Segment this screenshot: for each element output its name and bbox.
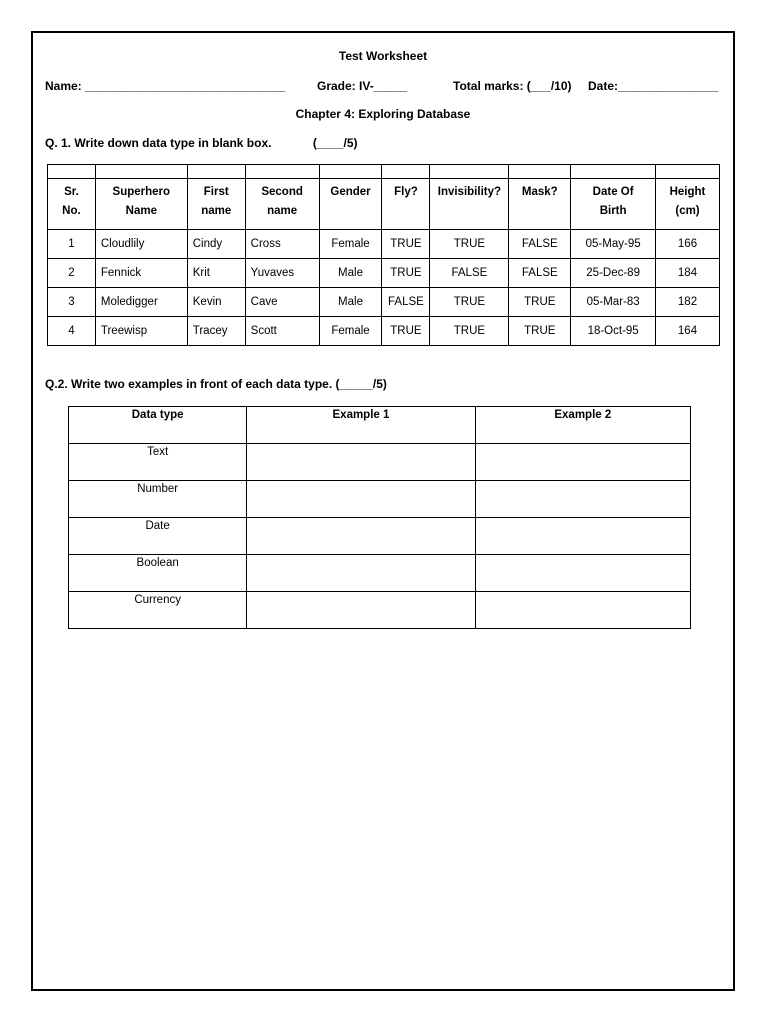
table-cell: Fennick (95, 259, 187, 288)
table-row (69, 592, 691, 629)
datatype-examples-table (68, 406, 691, 629)
datatype-label: Date (69, 518, 247, 555)
datatype-label: Text (69, 444, 247, 481)
example-answer-box[interactable] (247, 555, 475, 592)
datatype-label: Currency (69, 592, 247, 629)
name-field: Name: ______________________________ (45, 79, 286, 93)
column-header: Date Of Birth (571, 179, 656, 230)
question-1 (45, 136, 358, 150)
table-cell: TRUE (382, 230, 430, 259)
example-answer-box[interactable] (247, 444, 475, 481)
table-cell: TRUE (382, 317, 430, 346)
table-row (69, 481, 691, 518)
datatype-label: Boolean (69, 555, 247, 592)
worksheet-page (31, 31, 735, 991)
table-header-row (69, 407, 691, 444)
table-cell: Cindy (187, 230, 245, 259)
table-cell: 18-Oct-95 (571, 317, 656, 346)
table-row (69, 518, 691, 555)
blank-datatype-row (48, 165, 720, 179)
table-cell: Treewisp (95, 317, 187, 346)
table-cell: Male (319, 259, 382, 288)
table-cell: Cross (245, 230, 319, 259)
chapter-heading: Chapter 4: Exploring Database (295, 107, 471, 121)
example-answer-box[interactable] (247, 481, 475, 518)
blank-box[interactable] (319, 165, 382, 179)
worksheet-title: Test Worksheet (338, 49, 428, 63)
column-header: Example 1 (247, 407, 475, 444)
column-header: Mask? (509, 179, 571, 230)
column-header: Example 2 (475, 407, 690, 444)
table-cell: TRUE (430, 317, 509, 346)
table-cell: FALSE (509, 259, 571, 288)
question-1-marks: (____/5) (312, 136, 358, 150)
example-answer-box[interactable] (475, 592, 690, 629)
table-row (48, 259, 720, 288)
table-cell: TRUE (509, 317, 571, 346)
blank-box[interactable] (656, 165, 720, 179)
table-row (48, 317, 720, 346)
blank-box[interactable] (382, 165, 430, 179)
table-row (48, 230, 720, 259)
date-field: Date:_______________ (588, 79, 719, 93)
table-cell: TRUE (382, 259, 430, 288)
superhero-table (47, 164, 720, 346)
table-cell: Cloudlily (95, 230, 187, 259)
table-cell: 1 (48, 230, 96, 259)
table-cell: Moledigger (95, 288, 187, 317)
blank-box[interactable] (430, 165, 509, 179)
table-header-row (48, 179, 720, 230)
table-cell: Scott (245, 317, 319, 346)
table-cell: 05-Mar-83 (571, 288, 656, 317)
table-cell: TRUE (430, 288, 509, 317)
table-cell: TRUE (430, 230, 509, 259)
table-cell: 182 (656, 288, 720, 317)
table-cell: 3 (48, 288, 96, 317)
table-row (69, 444, 691, 481)
table-cell: 164 (656, 317, 720, 346)
table-cell: Krit (187, 259, 245, 288)
blank-box[interactable] (509, 165, 571, 179)
table-cell: 184 (656, 259, 720, 288)
table-cell: TRUE (509, 288, 571, 317)
column-header: Data type (69, 407, 247, 444)
table-cell: FALSE (430, 259, 509, 288)
example-answer-box[interactable] (247, 518, 475, 555)
table-cell: Tracey (187, 317, 245, 346)
column-header: First name (187, 179, 245, 230)
column-header: Superhero Name (95, 179, 187, 230)
example-answer-box[interactable] (475, 481, 690, 518)
blank-box[interactable] (95, 165, 187, 179)
column-header: Second name (245, 179, 319, 230)
table-cell: FALSE (509, 230, 571, 259)
table-row (69, 555, 691, 592)
column-header: Fly? (382, 179, 430, 230)
blank-box[interactable] (48, 165, 96, 179)
blank-box[interactable] (245, 165, 319, 179)
table-cell: Female (319, 317, 382, 346)
example-answer-box[interactable] (475, 444, 690, 481)
example-answer-box[interactable] (475, 555, 690, 592)
table-cell: FALSE (382, 288, 430, 317)
blank-box[interactable] (187, 165, 245, 179)
question-1-text: Q. 1. Write down data type in blank box. (45, 136, 272, 150)
table-cell: Cave (245, 288, 319, 317)
table-cell: 2 (48, 259, 96, 288)
column-header: Sr. No. (48, 179, 96, 230)
grade-field: Grade: IV-_____ (317, 79, 408, 93)
table-cell: 25-Dec-89 (571, 259, 656, 288)
column-header: Gender (319, 179, 382, 230)
table-cell: Female (319, 230, 382, 259)
table-cell: 166 (656, 230, 720, 259)
column-header: Height (cm) (656, 179, 720, 230)
table-cell: 4 (48, 317, 96, 346)
blank-box[interactable] (571, 165, 656, 179)
table-cell: Yuvaves (245, 259, 319, 288)
total-marks-field: Total marks: (___/10) (453, 79, 572, 93)
table-cell: 05-May-95 (571, 230, 656, 259)
example-answer-box[interactable] (247, 592, 475, 629)
example-answer-box[interactable] (475, 518, 690, 555)
question-2: Q.2. Write two examples in front of each data type. (_____/5) (45, 377, 387, 391)
table-row (48, 288, 720, 317)
table-cell: Male (319, 288, 382, 317)
table-cell: Kevin (187, 288, 245, 317)
column-header: Invisibility? (430, 179, 509, 230)
datatype-label: Number (69, 481, 247, 518)
